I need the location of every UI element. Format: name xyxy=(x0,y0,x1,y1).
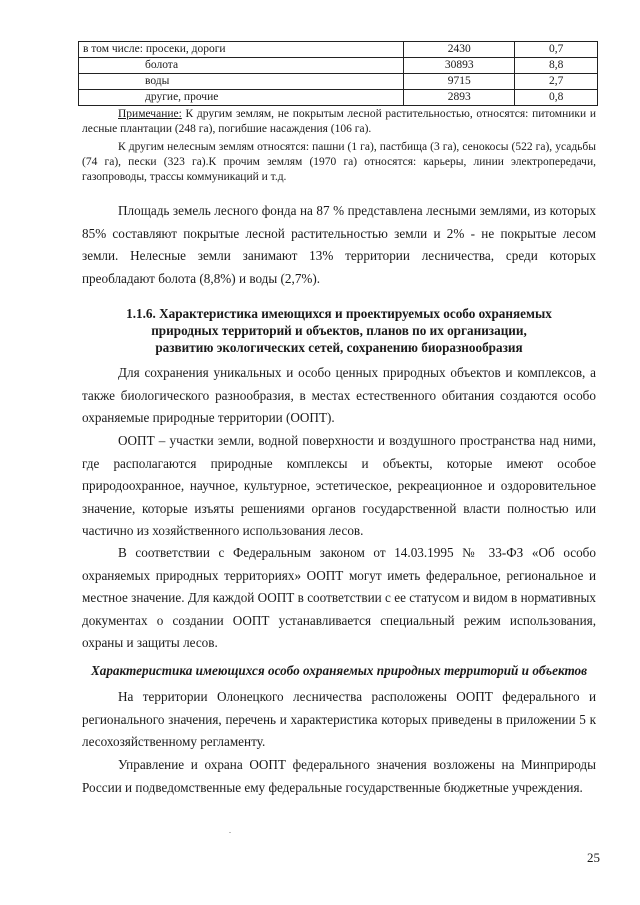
row-percent: 2,7 xyxy=(515,74,598,90)
row-label: воды xyxy=(79,74,404,90)
row-label: болота xyxy=(79,58,404,74)
paragraph-land-area: Площадь земель лесного фонда на 87 % представлена лесными землями, из которых 85% составляют покрытые лесной растительностью земли и 2% - не покрытые лесом земли. Нелесные земли занимают 13% территории лесничества, среди которых преобладают болота (8,8%) и воды (2,7%). xyxy=(82,203,596,286)
page-number: 25 xyxy=(587,850,600,865)
row-percent: 0,7 xyxy=(515,42,598,58)
land-area-table xyxy=(78,41,598,106)
row-label: другие, прочие xyxy=(79,90,404,106)
row-label: в том числе: просеки, дороги xyxy=(79,42,404,58)
paragraph-oopt-definition: ООПТ – участки земли, водной поверхности и воздушного пространства над ними, где располагаются природные комплексы и объекты, которые имеют особое природоохранное, научное, культурное, эстетическое, рекреационное и оздоровительное значение, которые изъяты решениями органов государственной власти полностью или частично из хозяйственного использования лесов. xyxy=(82,433,596,538)
table-note-2: К другим нелесным землям относятся: пашни (1 га), пастбища (3 га), сенокосы (522 га), усадьбы (74 га), пески (323 га).К прочим землям (1970 га) относятся: карьеры, линии электропередачи, газопроводы, трассы коммуникаций и т.д. xyxy=(82,141,596,183)
row-percent: 8,8 xyxy=(515,58,598,74)
note-text: К другим землям, не покрытым лесной растительностью, относятся: питомники и лесные плантации (248 га), погибшие насаждения (106 га). xyxy=(82,108,596,135)
row-area: 30893 xyxy=(404,58,515,74)
scan-speck xyxy=(229,832,231,833)
paragraph-oopt-intro: Для сохранения уникальных и особо ценных природных объектов и комплексов, а также биологического разнообразия, в местах естественного обитания создаются особо охраняемые природные территории (ООПТ). xyxy=(82,365,596,425)
table-row xyxy=(79,42,598,58)
row-percent: 0,8 xyxy=(515,90,598,106)
paragraph-olonets-oopt: На территории Олонецкого лесничества расположены ООПТ федерального и регионального значения, перечень и характеристика которых приведены в приложении 5 к лесохозяйственному регламенту. xyxy=(82,689,596,749)
row-area: 9715 xyxy=(404,74,515,90)
table-row xyxy=(79,90,598,106)
section-heading-line-3: развитию экологических сетей, сохранению биоразнообразия xyxy=(155,340,523,355)
table-note-1 xyxy=(82,107,596,137)
paragraph-federal-law: В соответствии с Федеральным законом от 14.03.1995 № 33-ФЗ «Об особо охраняемых природных территориях» ООПТ могут иметь федеральное, региональное и местное значение. Для каждой ООПТ в соответствии с ее статусом и видом в нормативных документах о создании ООПТ устанавливается специальный режим использования, охраны и защиты лесов. xyxy=(82,545,596,650)
subheading-existing-oopt: Характеристика имеющихся особо охраняемых природных территорий и объектов xyxy=(90,663,588,678)
table-row xyxy=(79,74,598,90)
row-area: 2893 xyxy=(404,90,515,106)
note-label: Примечание: xyxy=(118,108,182,120)
section-heading-line-1: 1.1.6. Характеристика имеющихся и проектируемых особо охраняемых xyxy=(126,306,552,321)
section-heading-line-2: природных территорий и объектов, планов по их организации, xyxy=(151,323,527,338)
row-area: 2430 xyxy=(404,42,515,58)
table-row xyxy=(79,58,598,74)
paragraph-management: Управление и охрана ООПТ федерального значения возложены на Минприроды России и подведомственные ему федеральные государственные бюджетные учреждения. xyxy=(82,757,596,795)
